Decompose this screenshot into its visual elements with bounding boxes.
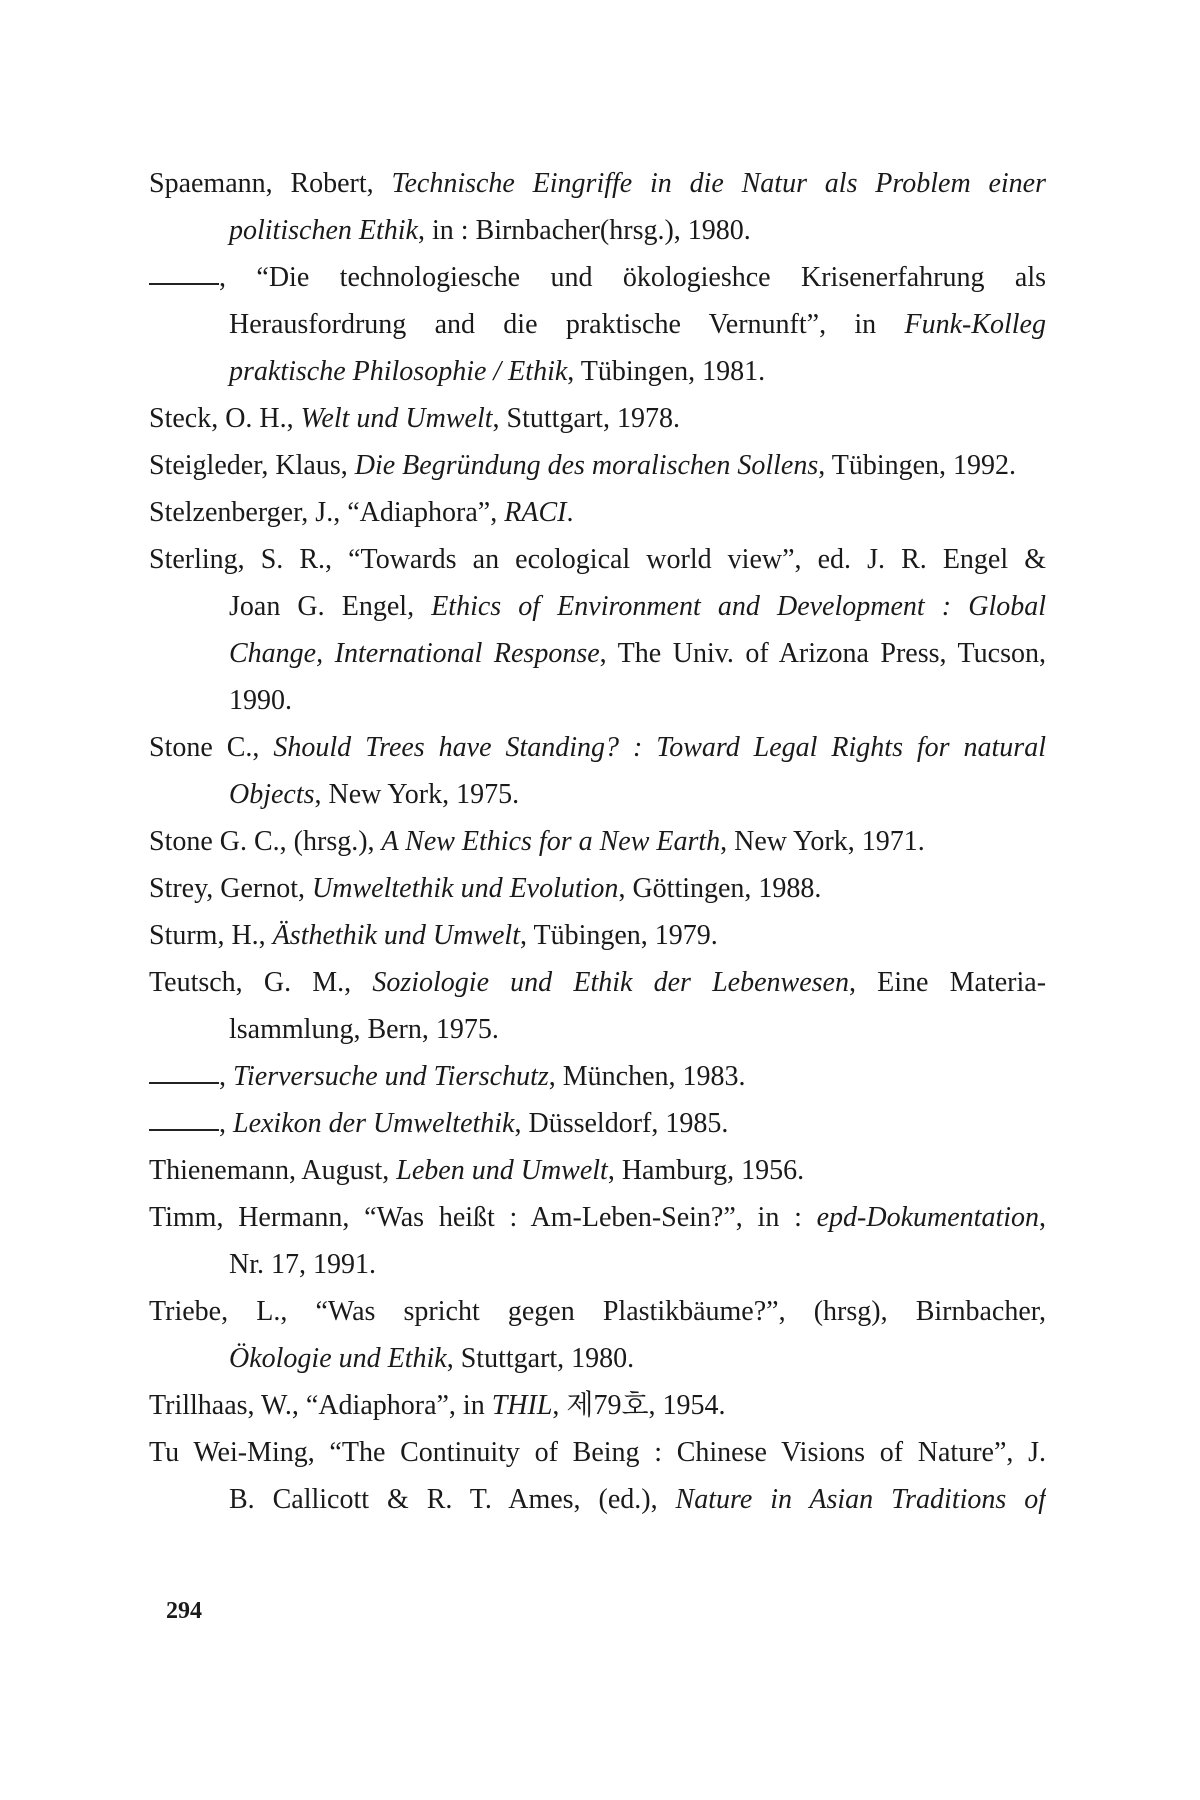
bibliography-entry <box>149 959 1046 1053</box>
italic-title: Change, International Response <box>229 638 600 669</box>
entry-text: Steigleder, Klaus, <box>149 450 355 481</box>
entry-line <box>149 959 1046 1006</box>
italic-title: Objects <box>229 779 315 810</box>
entry-text: , Tübingen, 1979. <box>519 920 718 951</box>
entry-line <box>149 630 1046 677</box>
italic-title: Leben und Umwelt <box>396 1155 608 1186</box>
entry-line <box>149 865 1046 912</box>
entry-line <box>149 1006 1046 1053</box>
entry-line <box>149 442 1046 489</box>
entry-text: , <box>1039 1202 1046 1233</box>
entry-text: Nr. 17, 1991. <box>229 1249 376 1280</box>
entry-line <box>149 1194 1046 1241</box>
bibliography-entry <box>149 536 1046 724</box>
entry-text: , New York, 1971. <box>720 826 925 857</box>
entry-text: Thienemann, August, <box>149 1155 397 1186</box>
ditto-rule <box>149 1082 219 1084</box>
entry-text: Teutsch, G. M., <box>149 967 373 998</box>
bibliography-entry <box>149 489 1046 536</box>
entry-text: Spaemann, Robert, <box>149 168 392 199</box>
entry-line <box>149 677 1046 724</box>
entry-text: Herausfordrung and die praktische Vernunft”, in <box>229 309 905 340</box>
entry-text: , <box>219 1061 233 1092</box>
ditto-rule <box>149 1129 219 1131</box>
bibliography-entry <box>149 442 1046 489</box>
entry-line <box>149 301 1046 348</box>
entry-line <box>149 348 1046 395</box>
bibliography-entry <box>149 1288 1046 1382</box>
page-number: 294 <box>166 1598 202 1624</box>
italic-title: politischen Ethik <box>229 215 418 246</box>
entry-text: , Göttingen, 1988. <box>618 873 822 904</box>
bibliography-entry <box>149 912 1046 959</box>
entry-line <box>149 1100 1046 1147</box>
italic-title: Lexikon der Umweltethik <box>233 1108 515 1139</box>
entry-line <box>149 1429 1046 1476</box>
entry-text: Sturm, H., <box>149 920 273 951</box>
entry-text: , <box>219 1108 233 1139</box>
bibliography <box>149 160 1046 1523</box>
entry-text: , Hamburg, 1956. <box>607 1155 805 1186</box>
bibliography-entry <box>149 818 1046 865</box>
bibliography-entry <box>149 1382 1046 1429</box>
entry-text: , Stuttgart, 1978. <box>492 403 680 434</box>
entry-line <box>149 912 1046 959</box>
entry-text: , Düsseldorf, 1985. <box>514 1108 729 1139</box>
entry-text: Triebe, L., “Was spricht gegen Plastikbäume?”, (hrsg), Birnbacher, <box>149 1296 1046 1327</box>
bibliography-entry <box>149 1429 1046 1523</box>
entry-text: . <box>566 497 574 528</box>
italic-title: Ökologie und Ethik <box>229 1343 447 1374</box>
italic-title: Nature in Asian Traditions of <box>675 1484 1046 1515</box>
entry-line <box>149 724 1046 771</box>
entry-text: , New York, 1975. <box>314 779 520 810</box>
entry-line <box>149 818 1046 865</box>
entry-line <box>149 1288 1046 1335</box>
entry-line <box>149 1053 1046 1100</box>
ditto-rule <box>149 283 219 285</box>
italic-title: RACI <box>504 497 567 528</box>
entry-text: Timm, Hermann, “Was heißt : Am-Leben-Sein?”, in : <box>149 1202 817 1233</box>
entry-text: , Tübingen, 1981. <box>567 356 766 387</box>
entry-text: , in : Birnbacher(hrsg.), 1980. <box>417 215 751 246</box>
entry-text: Stelzenberger, J., “Adiaphora”, <box>149 497 505 528</box>
italic-title: Die Begründung des moralischen Sollens <box>354 450 819 481</box>
entry-text: , Tübingen, 1992. <box>818 450 1017 481</box>
italic-title: Soziologie und Ethik der Lebenwesen <box>372 967 849 998</box>
italic-title: A New Ethics for a New Earth <box>381 826 721 857</box>
bibliography-entry <box>149 395 1046 442</box>
entry-text: 1990. <box>229 685 292 716</box>
entry-line <box>149 1335 1046 1382</box>
italic-title: Technische Eingriffe in die Natur als Problem einer <box>391 168 1046 199</box>
entry-line <box>149 1382 1046 1429</box>
bibliography-entry <box>149 160 1046 254</box>
entry-text: lsammlung, Bern, 1975. <box>229 1014 499 1045</box>
entry-text: B. Callicott & R. T. Ames, (ed.), <box>229 1484 676 1515</box>
entry-text: , 제79호, 1954. <box>552 1390 726 1421</box>
italic-title: Tierversuche und Tierschutz <box>233 1061 549 1092</box>
entry-line <box>149 489 1046 536</box>
italic-title: THIL <box>491 1390 553 1421</box>
bibliography-entry <box>149 865 1046 912</box>
entry-text: , Eine Materia- <box>848 967 1046 998</box>
entry-text: , Stuttgart, 1980. <box>446 1343 635 1374</box>
entry-line <box>149 160 1046 207</box>
italic-title: Should Trees have Standing? : Toward Legal Rights for natural <box>273 732 1046 763</box>
entry-line <box>149 395 1046 442</box>
italic-title: Ästhethik und Umwelt <box>272 920 520 951</box>
entry-text: Sterling, S. R., “Towards an ecological world view”, ed. J. R. Engel & <box>149 544 1046 575</box>
entry-line <box>149 207 1046 254</box>
entry-text: Tu Wei-Ming, “The Continuity of Being : Chinese Visions of Nature”, J. <box>149 1437 1046 1468</box>
entry-text: Stone C., <box>149 732 274 763</box>
entry-text: , “Die technologiesche und ökologieshce Krisenerfahrung als <box>219 262 1046 293</box>
bibliography-entry <box>149 1147 1046 1194</box>
entry-text: Trillhaas, W., “Adiaphora”, in <box>149 1390 492 1421</box>
italic-title: Ethics of Environment and Development : Global <box>431 591 1046 622</box>
italic-title: epd-Dokumentation <box>816 1202 1039 1233</box>
bibliography-entry <box>149 254 1046 395</box>
italic-title: Welt und Umwelt <box>300 403 493 434</box>
entry-text: , München, 1983. <box>548 1061 746 1092</box>
entry-line <box>149 254 1046 301</box>
entry-text: , The Univ. of Arizona Press, Tucson, <box>599 638 1046 669</box>
italic-title: praktische Philosophie / Ethik <box>229 356 568 387</box>
bibliography-entry <box>149 1053 1046 1100</box>
italic-title: Umweltethik und Evolution <box>312 873 619 904</box>
entry-text: Stone G. C., (hrsg.), <box>149 826 382 857</box>
entry-line <box>149 536 1046 583</box>
entry-text: Strey, Gernot, <box>149 873 313 904</box>
entry-text: Joan G. Engel, <box>229 591 432 622</box>
bibliography-entry <box>149 724 1046 818</box>
entry-line <box>149 1241 1046 1288</box>
entry-line <box>149 1476 1046 1523</box>
bibliography-entry <box>149 1194 1046 1288</box>
entry-line <box>149 1147 1046 1194</box>
entry-line <box>149 771 1046 818</box>
bibliography-entry <box>149 1100 1046 1147</box>
entry-line <box>149 583 1046 630</box>
entry-text: Steck, O. H., <box>149 403 301 434</box>
italic-title: Funk-Kolleg <box>904 309 1046 340</box>
